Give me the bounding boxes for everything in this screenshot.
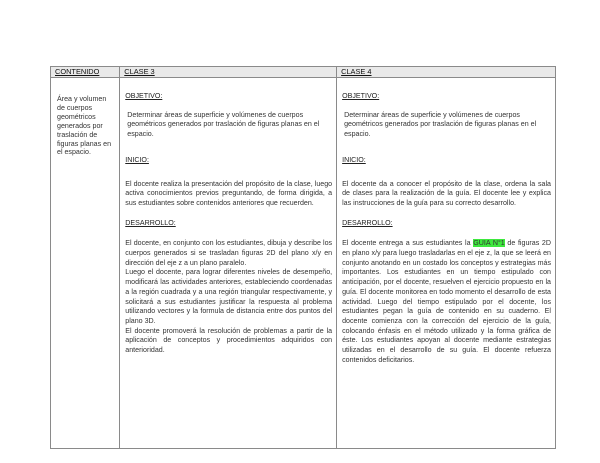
- clase-3-inicio-heading: INICIO:: [125, 155, 149, 164]
- clase-4-inicio-text: El docente da a conocer el propósito de la clase, ordena la sala de clases para la realización de la guía. El docente lee y explica las instrucciones de la guía para su correcto desarrollo.: [342, 179, 551, 207]
- header-contenido: CONTENIDO: [51, 67, 120, 78]
- table-header-row: [51, 67, 556, 78]
- clase-3-desarrollo-heading: DESARROLLO:: [125, 218, 176, 227]
- clase-3-cell: [120, 78, 337, 449]
- clase-3-desarrollo-text: El docente, en conjunto con los estudiantes, dibuja y describe los cuerpos generados si se trasladan figuras 2D del plano x/y en dirección del eje z a un plano paralelo. Luego el docente, para lograr diferentes niveles de desempeño, modificará las actividades anteriores, estableciendo coordenadas a la región cuadrada y a una región triangular respectivamente, y solicitará a sus estudiantes justificar la respuesta al problema utilizando vectores y la formula de distancia entre dos puntos del plano 3D. El docente promoverá la resolución de problemas a partir de la aplicación de conceptos y procedimientos adquiridos con anterioridad.: [125, 239, 333, 355]
- clase-4-desarrollo-before: El docente entrega a sus estudiantes la: [342, 239, 474, 248]
- clase-4-objetivo-heading: OBJETIVO:: [342, 92, 380, 100]
- clase-4-inicio-heading: INICIO:: [342, 155, 366, 164]
- clase-3-inicio-text: El docente realiza la presentación del propósito de la clase, luego activa conocimientos previos preguntando, de forma dirigida, a sus estudiantes sobre contenidos anteriores que recuerden.: [125, 179, 333, 207]
- clase-4-desarrollo-heading: DESARROLLO:: [342, 218, 393, 227]
- clase-4-desarrollo-text: [342, 239, 551, 365]
- header-clase-4: CLASE 4: [337, 67, 556, 78]
- clase-4-desarrollo-after: de figuras 2D en plano x/y para luego trasladarlas en el eje z, la que se leerá en conjunto anotando en un costado los conceptos y estrategias más importantes. Los estudiantes en un tiempo estipulado con anticipación, por el docente, resuelven el ejercicio propuesto en la guía. El docente monitorea en todo momento el desarrollo de esta actividad. Luego del tiempo estipulado por el docente, los estudiantes pegan la guía de contenido en su cuaderno. El docente comienza con la corrección del ejercicio de la guía, colocando énfasis en el método utilizado y la forma gráfica de éste. Los estudiantes apoyan al docente mediante estrategias utilizadas en el desarrollo de su guía. El docente refuerza contenidos deficitarios.: [342, 239, 551, 364]
- lesson-plan-table: [50, 66, 556, 449]
- clase-3-objetivo-text: Determinar áreas de superficie y volúmenes de cuerpos geométricos generados por traslación de figuras planas en el espacio.: [127, 110, 320, 139]
- clase-3-objetivo-heading: OBJETIVO:: [125, 92, 163, 100]
- clase-4-objetivo-text: Determinar áreas de superficie y volúmenes de cuerpos geométricos generados por traslación de figuras planas en el espacio.: [344, 110, 537, 139]
- guia-highlight: GUIA N°1: [473, 239, 505, 248]
- contenido-text: Área y volumen de cuerpos geométricos generados por traslación de figuras planas en el espacio.: [57, 95, 112, 157]
- contenido-cell: [51, 78, 120, 449]
- clase-4-cell: [337, 78, 556, 449]
- header-clase-3: CLASE 3: [120, 67, 337, 78]
- table-body-row: [51, 78, 556, 449]
